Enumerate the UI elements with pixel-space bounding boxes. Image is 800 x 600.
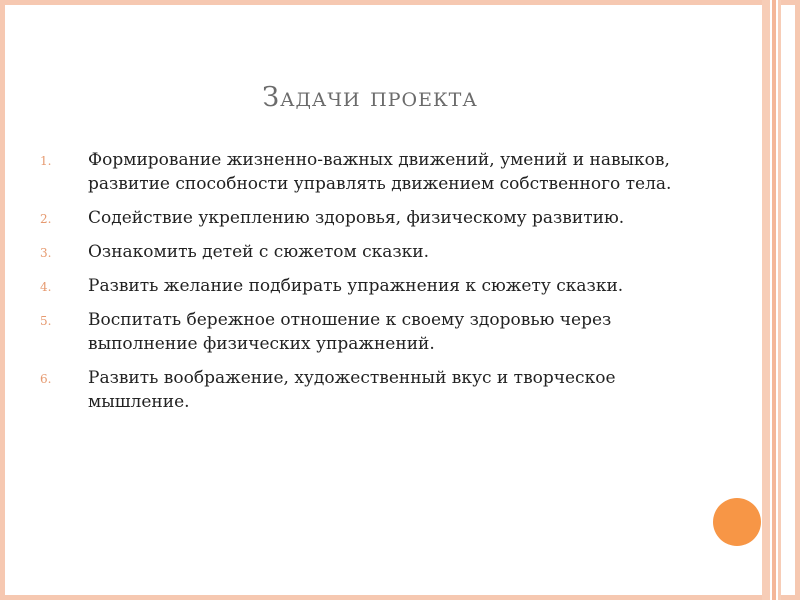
list-item-text: Содействие укреплению здоровья, физическому развитию. xyxy=(88,208,625,228)
list-item xyxy=(40,240,680,264)
list-item-text: Развить желание подбирать упражнения к сюжету сказки. xyxy=(88,276,624,296)
list-item-number: 2. xyxy=(40,212,52,226)
list-item-number: 4. xyxy=(40,280,52,294)
list-item xyxy=(40,308,680,356)
list-item-text: Развить воображение, художественный вкус и творческое мышление. xyxy=(88,368,616,412)
task-list xyxy=(40,148,680,424)
list-item-number: 6. xyxy=(40,372,52,386)
decorative-stripe xyxy=(762,0,770,600)
slide-title: Задачи проекта xyxy=(262,82,478,113)
list-item xyxy=(40,366,680,414)
list-item-text: Воспитать бережное отношение к своему здоровью через выполнение физических упражнений. xyxy=(88,310,612,354)
list-item-text: Формирование жизненно-важных движений, умений и навыков, развитие способности управлять движением собственного тела. xyxy=(88,150,672,194)
list-item xyxy=(40,148,680,196)
list-item-number: 5. xyxy=(40,314,52,328)
list-item-number: 1. xyxy=(40,154,52,168)
list-item-number: 3. xyxy=(40,246,52,260)
decorative-stripe xyxy=(772,0,776,600)
list-item xyxy=(40,206,680,230)
list-item-text: Ознакомить детей с сюжетом сказки. xyxy=(88,242,430,262)
decorative-stripe xyxy=(778,0,781,600)
decorative-stripe-gap xyxy=(776,0,778,600)
list-item xyxy=(40,274,680,298)
decorative-stripe-gap xyxy=(770,0,772,600)
decorative-circle xyxy=(713,498,761,546)
